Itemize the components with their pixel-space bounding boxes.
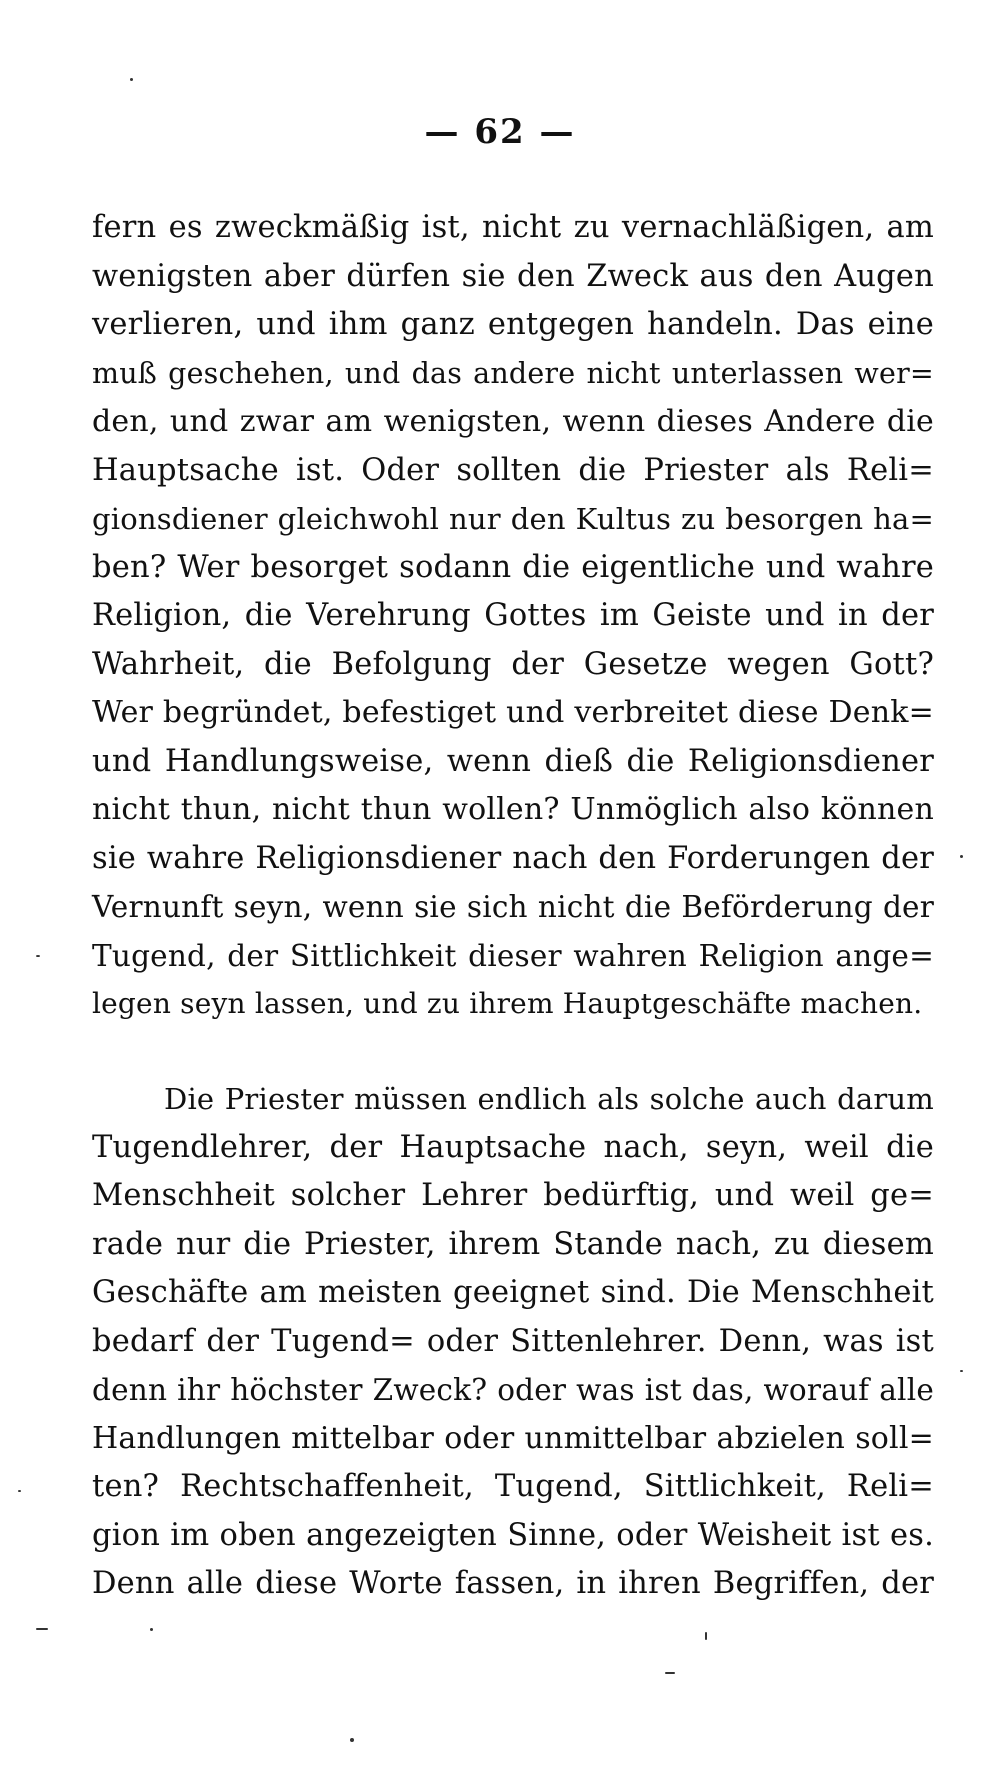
text-line: Wer begründet, befestiget und verbreitet diese Denk=: [92, 695, 934, 730]
text-line: ten? Rechtschaffenheit, Tugend, Sittlichkeit, Reli=: [92, 1469, 934, 1504]
text-line: Vernunft seyn, wenn sie sich nicht die Beförderung der: [92, 890, 934, 924]
text-line: sie wahre Religionsdiener nach den Forderungen der: [92, 840, 934, 876]
text-line: gion im oben angezeigten Sinne, oder Weisheit ist es.: [92, 1517, 934, 1553]
text-line: den, und zwar am wenigsten, wenn dieses Andere die: [92, 404, 934, 439]
text-line: wenigsten aber dürfen sie den Zweck aus den Augen: [92, 258, 934, 294]
scan-speck: [36, 955, 40, 957]
text-line: Wahrheit, die Befolgung der Gesetze wegen Gott?: [92, 646, 934, 682]
text-line: Handlungen mittelbar oder unmittelbar abzielen soll=: [92, 1420, 934, 1456]
text-line: Geschäfte am meisten geeignet sind. Die Menschheit: [92, 1275, 934, 1310]
page-number: — 62 —: [424, 112, 576, 152]
scan-speck: [665, 1672, 675, 1674]
scan-speck: [705, 1632, 707, 1640]
text-line: Die Priester müssen endlich als solche auch darum: [164, 1082, 934, 1116]
text-line: rade nur die Priester, ihrem Stande nach, zu diesem: [92, 1226, 934, 1262]
text-line: legen seyn lassen, und zu ihrem Hauptgeschäfte machen.: [92, 987, 923, 1020]
text-line: fern es zweckmäßig ist, nicht zu vernachläßigen, am: [92, 210, 934, 245]
text-line: Denn alle diese Worte fassen, in ihren Begriffen, der: [92, 1566, 934, 1601]
text-line: denn ihr höchster Zweck? oder was ist das, worauf alle: [92, 1373, 934, 1407]
text-line: Religion, die Verehrung Gottes im Geiste und in der: [92, 598, 934, 633]
scan-speck: [18, 1490, 21, 1492]
scan-speck: [350, 1738, 354, 1742]
text-line: bedarf der Tugend= oder Sittenlehrer. Denn, was ist: [92, 1323, 934, 1359]
text-line: Hauptsache ist. Oder sollten die Priester als Reli=: [92, 452, 934, 488]
text-line: muß geschehen, und das andere nicht unterlassen wer=: [92, 356, 934, 390]
text-line: gionsdiener gleichwohl nur den Kultus zu besorgen ha=: [92, 502, 934, 536]
scan-speck: [150, 1628, 153, 1631]
text-line: Tugendlehrer, der Hauptsache nach, seyn, weil die: [92, 1129, 934, 1165]
paragraph-1: [92, 204, 934, 1029]
scan-speck: [36, 1628, 48, 1630]
text-line: ben? Wer besorget sodann die eigentliche und wahre: [92, 549, 934, 585]
text-line: Tugend, der Sittlichkeit dieser wahren Religion ange=: [92, 938, 934, 973]
scan-speck: [960, 1370, 963, 1372]
text-line: verlieren, und ihm ganz entgegen handeln. Das eine: [92, 307, 934, 342]
scan-speck: [960, 855, 963, 858]
text-line: Menschheit solcher Lehrer bedürftig, und weil ge=: [92, 1178, 934, 1213]
scan-speck: [130, 78, 133, 81]
paragraph-2: [92, 1075, 934, 1609]
text-line: nicht thun, nicht thun wollen? Unmöglich also können: [92, 792, 934, 827]
text-line: und Handlungsweise, wenn dieß die Religionsdiener: [92, 743, 934, 779]
